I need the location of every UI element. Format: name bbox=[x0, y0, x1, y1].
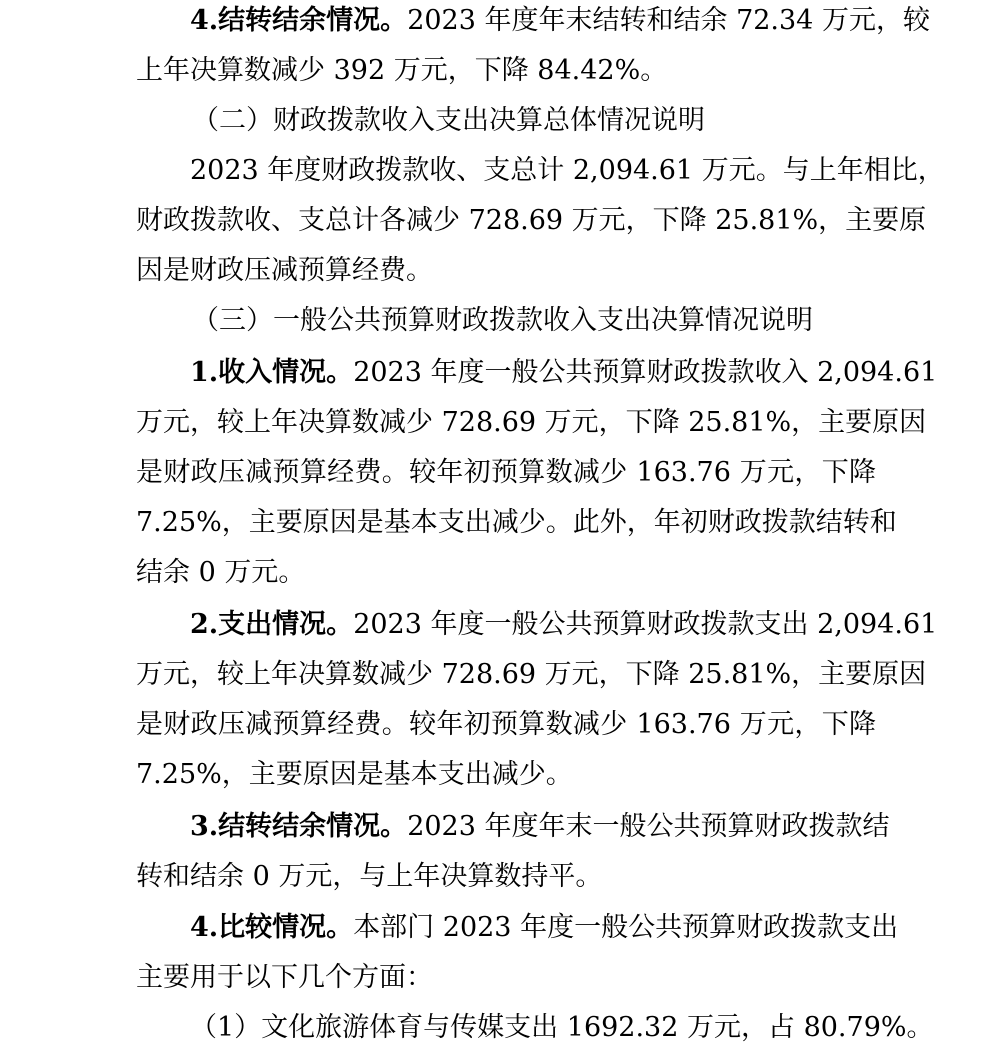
paragraph-heading: 4.比较情况。 bbox=[190, 912, 354, 943]
paragraph-text: 是财政压减预算经费。较年初预算数减少 163.76 万元，下降 bbox=[136, 457, 876, 488]
paragraph-line bbox=[136, 852, 876, 902]
paragraph-line bbox=[136, 498, 897, 548]
paragraph-line bbox=[136, 448, 876, 498]
paragraph-line bbox=[136, 196, 927, 246]
paragraph-text: 2023 年度财政拨款收、支总计 2,094.61 万元。与上年相比， bbox=[190, 155, 945, 186]
paragraph-text: 结余 0 万元。 bbox=[136, 557, 306, 588]
paragraph-line bbox=[136, 650, 927, 700]
paragraph-text: 2023 年度年末一般公共预算财政拨款结 bbox=[407, 811, 890, 842]
paragraph-line bbox=[190, 600, 938, 650]
paragraph-text: 万元，较上年决算数减少 728.69 万元，下降 25.81%，主要原因 bbox=[136, 407, 927, 438]
section-heading-text: （三）一般公共预算财政拨款收入支出决算情况说明 bbox=[192, 305, 813, 336]
list-item bbox=[190, 1003, 934, 1053]
paragraph-text: 万元，较上年决算数减少 728.69 万元，下降 25.81%，主要原因 bbox=[136, 659, 927, 690]
paragraph-line bbox=[136, 700, 876, 750]
paragraph-text: 上年决算数减少 392 万元，下降 84.42%。 bbox=[136, 55, 668, 86]
section-heading-text: （二）财政拨款收入支出决算总体情况说明 bbox=[192, 105, 705, 136]
paragraph-line bbox=[136, 548, 876, 598]
paragraph-text: 主要用于以下几个方面： bbox=[136, 962, 433, 993]
paragraph-text: 本部门 2023 年度一般公共预算财政拨款支出 bbox=[353, 912, 899, 943]
paragraph-text: 是财政压减预算经费。较年初预算数减少 163.76 万元，下降 bbox=[136, 709, 876, 740]
paragraph-heading: 1.收入情况。 bbox=[190, 357, 354, 388]
paragraph-text: 转和结余 0 万元，与上年决算数持平。 bbox=[136, 861, 603, 892]
paragraph-line bbox=[190, 802, 890, 852]
paragraph-text: 7.25%，主要原因是基本支出减少。 bbox=[136, 759, 573, 790]
paragraph-line bbox=[190, 903, 899, 953]
paragraph-line bbox=[190, 146, 945, 196]
paragraph-line bbox=[136, 46, 876, 96]
paragraph-line bbox=[136, 246, 876, 296]
list-item-text: （1）文化旅游体育与传媒支出 1692.32 万元，占 80.79%。 bbox=[190, 1012, 934, 1043]
paragraph-heading: 2.支出情况。 bbox=[190, 609, 354, 640]
paragraph-line bbox=[136, 953, 876, 1003]
paragraph-text: 2023 年度年末结转和结余 72.34 万元，较 bbox=[407, 5, 930, 36]
section-heading bbox=[192, 296, 932, 346]
paragraph-text: 2023 年度一般公共预算财政拨款收入 2,094.61 bbox=[353, 357, 938, 388]
paragraph-heading: 4.结转结余情况。 bbox=[190, 5, 408, 36]
paragraph-text: 7.25%，主要原因是基本支出减少。此外，年初财政拨款结转和 bbox=[136, 507, 897, 538]
section-heading bbox=[192, 96, 932, 146]
paragraph-text: 因是财政压减预算经费。 bbox=[136, 255, 433, 286]
paragraph-line bbox=[190, 0, 930, 46]
paragraph-line bbox=[136, 398, 927, 448]
paragraph-heading: 3.结转结余情况。 bbox=[190, 811, 408, 842]
paragraph-text: 2023 年度一般公共预算财政拨款支出 2,094.61 bbox=[353, 609, 938, 640]
paragraph-line bbox=[190, 348, 938, 398]
paragraph-text: 财政拨款收、支总计各减少 728.69 万元，下降 25.81%，主要原 bbox=[136, 205, 927, 236]
paragraph-line bbox=[136, 750, 876, 800]
